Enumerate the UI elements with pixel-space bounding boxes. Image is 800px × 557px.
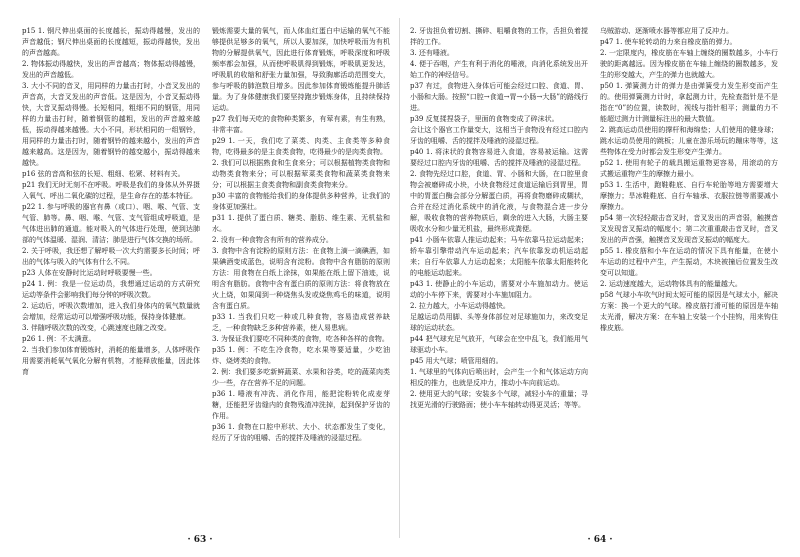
answer-paragraph: p43 1. 使静止的小车运动，需要对小车施加动力。使运动的小车停下来，需要对小车施加阻力。 [410, 280, 588, 299]
answer-paragraph: 2. 食物先经过口腔，食道、胃、小肠和大肠，在口腔里食物会被磨碎成小块，小块食物经过食道运输后到胃里，胃中的胃蛋白酶会部分分解蛋白质，再将食物磨碎成糊状，合并在经过消化系统中的消化液，与食物混合进一步分解，吸收食物的营养物质后，剩余的进入大肠，大肠主要吸收水分和少量无机盐，最终形成粪便。 [410, 170, 588, 233]
answer-paragraph: 2. 拉力越大，小车运动得越快。 [410, 302, 510, 310]
answer-paragraph: 2. 运动速度越大，运动物体具有的能量越大。 [600, 280, 742, 288]
answer-paragraph: 2. 运动后，呼吸次数增加，进入我们身体内的氧气数量就会增加，经常运动可以增强呼吸功能，保持身体健康。 [22, 302, 200, 321]
answer-paragraph: p31 1. 提供了蛋白质、糖类、脂肪、维生素、无机盐和水。 [212, 214, 390, 233]
answer-paragraph: p21 我们无时无刻不在呼吸。呼吸是我们的身体从外界摄入氧气、呼出二氧化碳的过程，是生命存在的基本特征。 [22, 181, 200, 200]
answer-paragraph: p41 小肠车依靠人推运动起来；马车依靠马拉运动起来；轿车靠引擎带动汽车运动起来；汽车依靠发动机运动起来；自行车依靠人力运动起来；太阳能车依靠太阳能转化的电能运动起来。 [410, 236, 588, 277]
answer-paragraph: p37 有过，食物进入身体后可能会经过口腔、食道、胃、小肠和大肠。按照“口腔→食道→胃→小肠→大肠”的路线行进。 [410, 82, 588, 112]
page-number-left: · 63 · [187, 535, 213, 545]
answer-paragraph: 2. 关于呼吸，我还想了解呼吸一次大约需要多长时间；呼出的气体与吸入的气体有什么不同。 [22, 247, 200, 266]
answer-paragraph: p16 弦的音高和弦的长短、粗细、松紧、材料有关。 [22, 170, 185, 178]
answer-paragraph: p47 1. 使车轮转动的力来自橡皮筋的弹力。 [600, 38, 737, 46]
answer-paragraph: p39 反复揉捏袋子，里面的食物变成了碎沫状。 [410, 115, 559, 123]
answer-paragraph: p50 1. 弹簧测力计的弹力是由弹簧受力发生形变而产生的。使用弹簧测力计时，拿起测力计，先检查指针是不是指在“0”的位置，读数时，视线与指针相平；测量的力不能超过测力计测量标注出的最大数值。 [600, 82, 778, 123]
answer-paragraph: 3. 伴随呼吸次数的改变，心跳速度也随之改变。 [22, 324, 171, 332]
answer-paragraph: 2. 跳高运动员使用的撑杆和海绵垫；人们使用的健身球；跳水运动员使用的跳板；儿童在游乐场玩的蹦床等等，这些物体在受力时都会发生形变产生弹力。 [600, 126, 778, 156]
answer-paragraph: p55 1. 橡皮筋和小车在运动的情况下具有能量，在使小车运动的过程中产生，产生振动，木块被撞后位置发生改变可以知道。 [600, 247, 778, 277]
answer-paragraph: 3. 还有唾液。 [410, 49, 454, 57]
answer-paragraph: p23 人体在安静时比运动时呼吸要慢一些。 [22, 269, 157, 277]
answer-paragraph: p45 用大气球；喷管用细的。 [410, 357, 503, 365]
answer-paragraph: 3. 大小不同的音叉，用同样的力量击打时，小音叉发出的声音高，大音叉发出的声音低。这是因为，小音叉振动得快，大音叉振动得慢。长短相同，粗细不同的钢管，用同样的力量击打时，随着钢管的越粗，发出的声音越来越低，振动得越来越慢。大小不同，形状相同的一组钢铃，用同样的力量击打时，随着钢铃的越来越小，发出的声音越来越高。这是因为，随着钢铃的越变越小，振动得越来越快。 [22, 82, 200, 167]
answer-paragraph: p40 1. 将沫状的食物容易进入食道，容易被运输。这需要经过口腔内牙齿的咀嚼、舌的搅拌及唾液的浸湿过程。 [410, 148, 588, 167]
answer-paragraph: 1. 气球里的气体向后喷出时，会产生一个和气体运动方向相反的推力，也就是反冲力，推动小车向前运动。 [410, 368, 588, 387]
page-number-right: · 64 · [587, 535, 613, 545]
answer-paragraph: p53 1. 生活中，跑鞋鞋底、自行车轮胎等地方需要增大摩擦力；旱冰鞋鞋底、自行车轴承、衣服拉链等需要减小摩擦力。 [600, 181, 778, 211]
answer-paragraph: p15 1. 钢尺伸出桌面的长度越长，振动得越慢，发出的声音越低；钢尺伸出桌面的长度越短，振动得越快，发出的声音越高。 [22, 27, 200, 57]
right-page-column-2 [600, 26, 778, 526]
left-page-column-2 [212, 26, 390, 526]
right-page [400, 0, 800, 557]
answer-paragraph: 足越运动员用脚、头等身体部位对足球施加力，来改变足球的运动状态。 [410, 313, 588, 332]
answer-paragraph: 2. 我们可以根据熟食和生食来分；可以根据植物类食物和动物类食物来分；可以根据荤菜类食物和蔬菜类食物来分；可以根据主食类食物和副食类食物来分。 [212, 159, 390, 189]
right-page-column-1 [410, 26, 588, 526]
answer-paragraph: p24 1. 例：我是一位运动员，我想通过运动的方式研究运动等条件会影响我们每分钟的呼吸次数。 [22, 280, 200, 299]
answer-paragraph: p36 1. 唾液有冲洗、消化作用，能把淀粉转化成麦芽糖，还能把牙齿缝内的食物残渣冲洗掉，起到保护牙齿的作用。 [212, 390, 390, 420]
answer-paragraph: p27 我们每天吃的食物种类繁多，有荤有素，有生有熟，非常丰富。 [212, 115, 390, 134]
answer-paragraph: 锻炼需要大量的氧气，而人体血红蛋白中运输的氧气不能够提供足够多的氧气，所以人要加深，加快呼吸而为有机物的分解提供氧气，因此进行体育锻炼，呼吸深度和呼吸频率都会加强，从而使呼吸肌得到锻炼，呼吸肌更发达，呼吸肌的收缩和舒张力量加强，导致胸廓活动范围变大，参与呼吸的肺泡数目增多。因此参加体育锻炼能提升肺活量。为了身体健康我们要坚持跑步锻炼身体，且持续保持运动。 [212, 27, 390, 112]
answer-paragraph: p54 第一次轻轻敲击音叉时，音叉发出的声音弱，触摸音叉发现音叉振动的幅度小；第二次重重敲击音叉时，音叉发出的声音强，触摸音叉发现音叉振动的幅度大。 [600, 214, 778, 244]
answer-paragraph: p36 1. 食物在口腔中形状、大小、状态都发生了变化，经历了牙齿的咀嚼、舌的搅拌及唾液的浸湿过程。 [212, 423, 390, 442]
answer-paragraph: p26 1. 例：不太满意。 [22, 335, 96, 343]
answer-paragraph: 乌贼游动、逐渐喷水器等都应用了反冲力。 [600, 27, 733, 35]
answer-paragraph: 2. 物体振动得越快，发出的声音越高；物体振动得越慢，发出的声音越低。 [22, 60, 200, 79]
answer-paragraph: 3. 食物中含有淀粉的原则方法：在食物上滴一滴碘酒，如果碘酒变成蓝色，说明含有淀粉。食物中含有脂肪的原则方法：用食物在白纸上涂抹，如果能在纸上留下油迹，说明含有脂肪。食物中含有蛋白质的原则方法：将食物放在火上烧，如果闻到一种烧焦头发或烧焦鸡毛的味道，说明含有蛋白质。 [212, 247, 390, 310]
answer-paragraph: 3. 为保证我们要吃不同种类的食物，吃各种各样的食物。 [212, 335, 389, 343]
left-page-columns [0, 26, 400, 526]
answer-paragraph: 4. 便于吞咽，产生有利于消化的唾液，向消化系统发出开始工作的神经信号。 [410, 60, 588, 79]
answer-paragraph: 2. 例：我们要多吃新鲜蔬菜、水果和谷类，吃的蔬菜肉类少一些，存在营养不足的问题。 [212, 368, 390, 387]
answer-paragraph: 2. 牙齿担负着切割、撕碎、咀嚼食物的工作，舌担负着搅拌的工作。 [410, 27, 588, 46]
answer-paragraph: p58 气球小车吹气时间太短可能的原因是气球太小，解决方案：换一个更大的气球。橡皮筋打滑可能的原因是车轴太光滑，解决方案：在车轴上安装一个小挂钩，用来钩住橡皮筋。 [600, 291, 778, 332]
answer-paragraph: 会让这个器官工作量变大，这相当于食物没有经过口腔内牙齿的咀嚼、舌的搅拌及唾液的浸湿过程。 [410, 126, 588, 145]
answer-paragraph: p30 丰富的食物能给我们的身体提供多种营养，让我们的身体更加强壮。 [212, 192, 390, 211]
answer-paragraph: 2. 一定限度内，橡皮筋在车轴上缠绕的圈数越多，小车行驶的距离越远。因为橡皮筋在车轴上缠绕的圈数越多，发生的形变越大，产生的弹力也就越大。 [600, 49, 778, 79]
answer-paragraph: p22 1. 参与呼吸的器官有鼻（或口）、咽、喉、气管、支气管、肺等。鼻、咽、喉、气管、支气管组成呼吸道，是气体进出肺的通道。能对吸入的气体进行处理，使到达肺部的气体温暖、湿润、清洁；肺是进行气体交换的场所。 [22, 203, 200, 244]
answer-paragraph: p33 1. 当我们只吃一种或几种食物，容易造成营养缺乏，一种食物缺乏多种营养素，使人易患病。 [212, 313, 390, 332]
right-page-columns [400, 26, 800, 526]
answer-paragraph: p29 1. 一天，我们吃了菜类、肉类、主食类等多种食物，吃得最多的是主食类食物，吃得最少的是肉类食物。 [212, 137, 390, 156]
answer-paragraph: p35 1. 例：不吃生冷食物，吃水果等要适量，少吃油炸、烧烤类的食物。 [212, 346, 390, 365]
answer-paragraph: p44 把气球充足气放开，气球会在空中乱飞，我们能用气球驱动小车。 [410, 335, 588, 354]
left-page-column-1 [22, 26, 200, 526]
answer-paragraph: 2. 当我们参加体育锻炼时，消耗的能量增多，人体呼吸作用需要消耗氧气氧化分解有机物，才能释放能量，因此体育 [22, 346, 200, 376]
answer-paragraph: 2. 没有一种食物含有所有的营养成分。 [212, 236, 333, 244]
answer-paragraph: p52 1. 使用有轮子的载具搬运重物更容易，用滚动的方式搬运重物产生的摩擦力最小。 [600, 159, 778, 178]
answer-paragraph: 2. 使用更大的气球；安装多个气球，减轻小车的重量；寻找更光滑的行驶路面；使小车车轴转动得更灵活；等等。 [410, 390, 588, 409]
